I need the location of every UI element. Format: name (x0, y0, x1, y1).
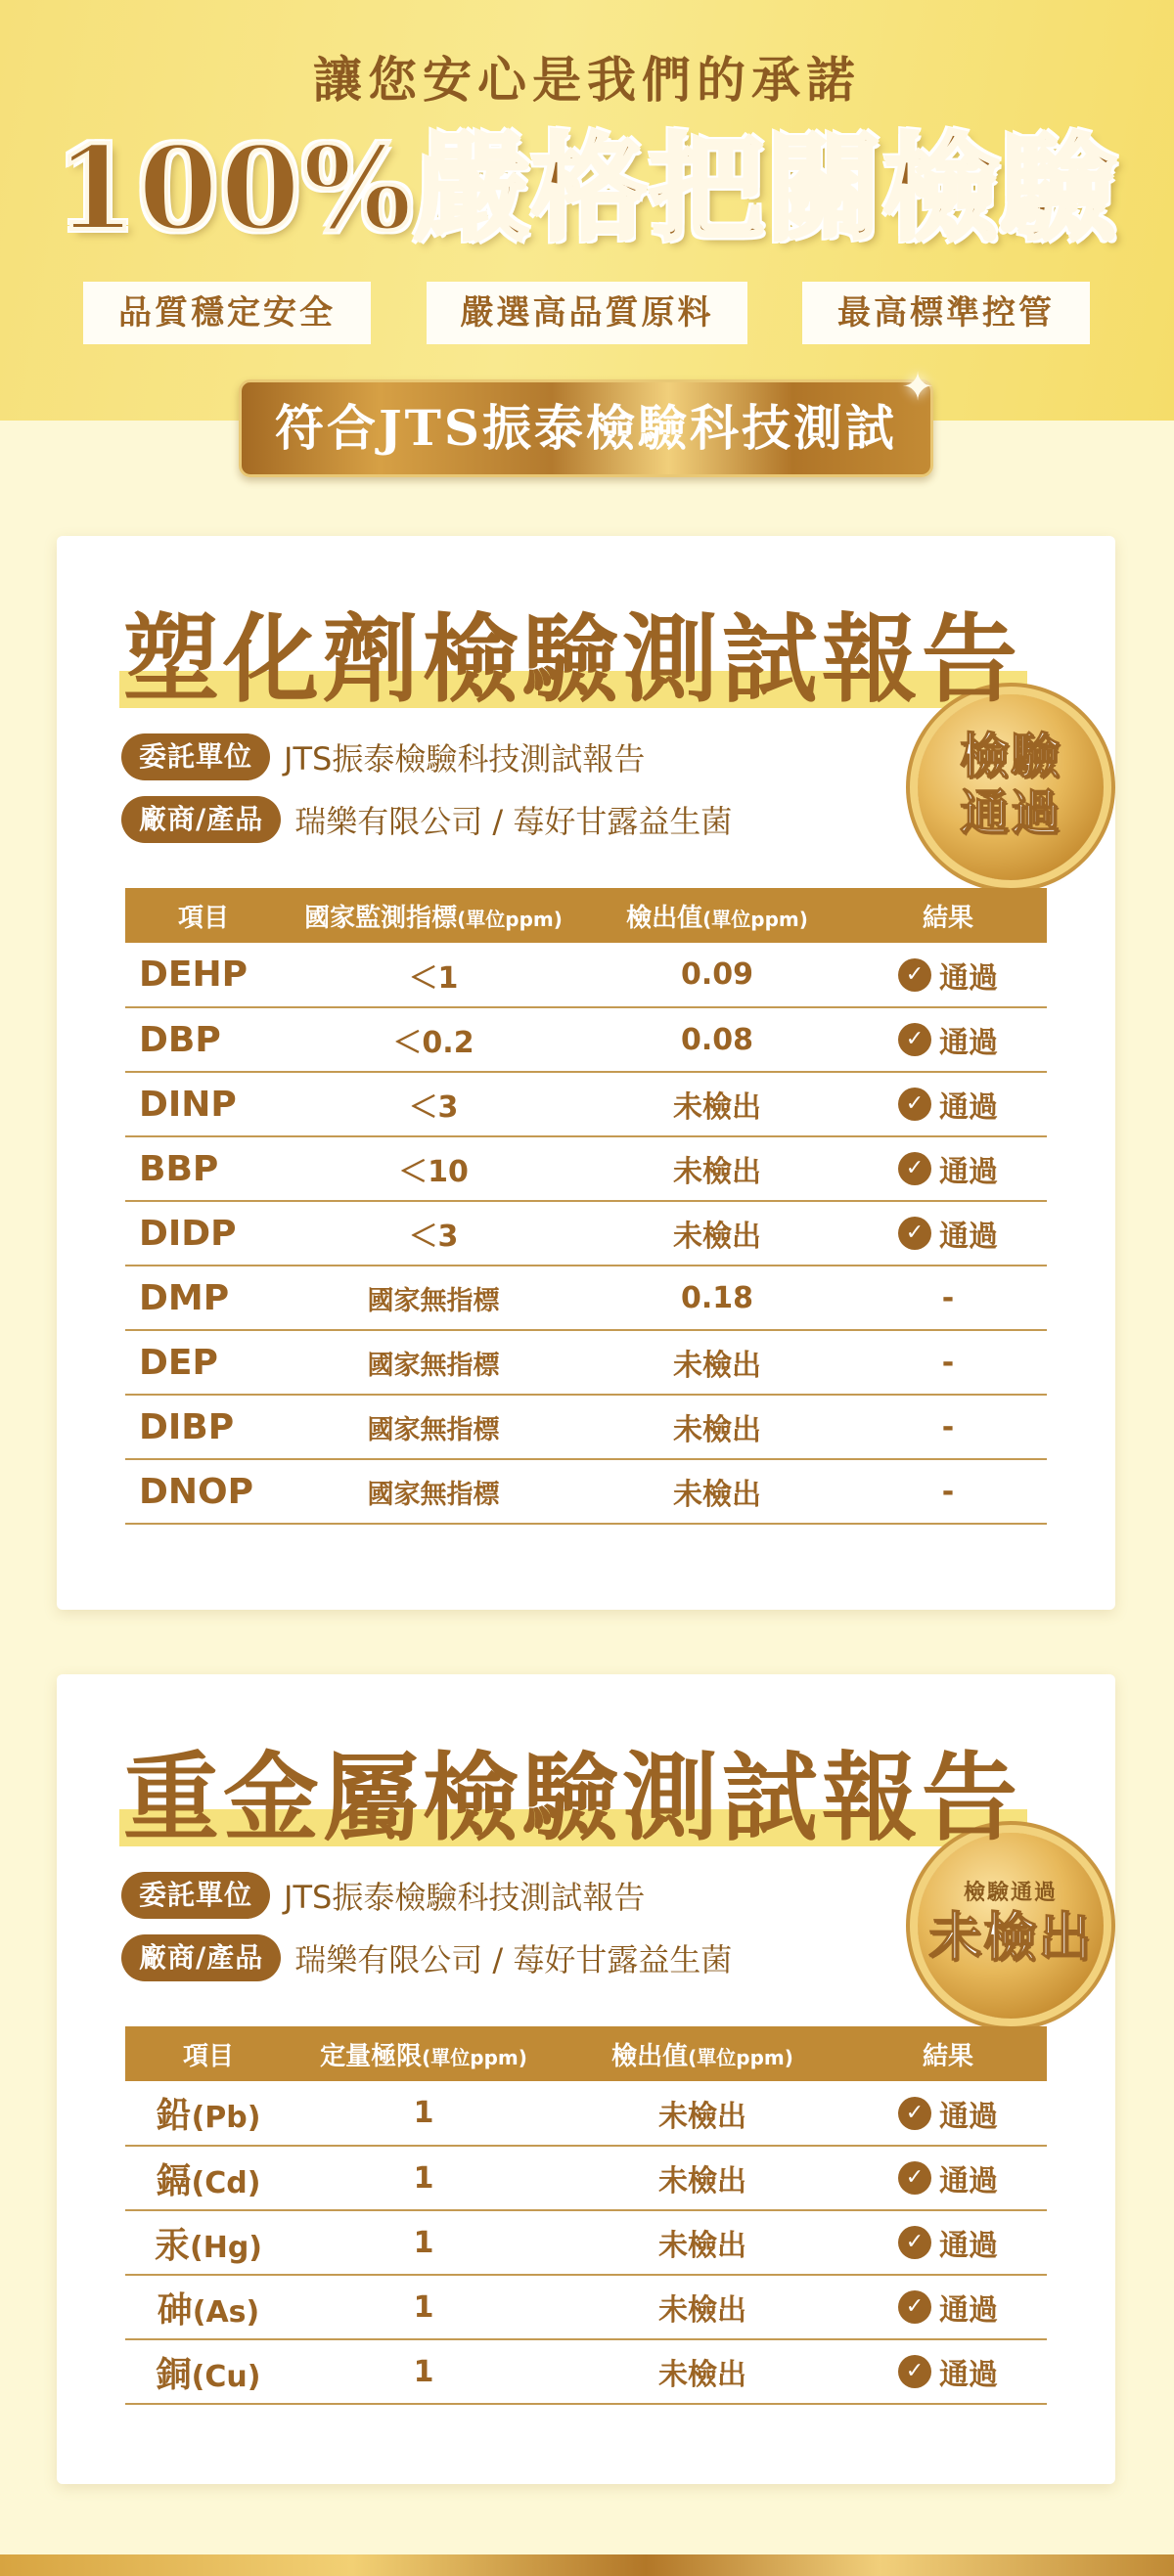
vendor-tag: 廠商/產品 (121, 796, 281, 843)
header-item: 項目 (125, 2026, 292, 2081)
result-cell (849, 2275, 1047, 2339)
result-label: 通過 (939, 1220, 998, 1254)
plasticizer-table (125, 888, 1047, 1525)
table-row (125, 1459, 1047, 1524)
value-cell: 0.18 (585, 1266, 849, 1330)
standard-cell: ＜3 (282, 1072, 585, 1136)
vendor-name: 瑞樂有限公司 / 莓好甘露益生菌 (294, 1941, 733, 1978)
result-cell: - (849, 1395, 1047, 1459)
header-result: 結果 (849, 2026, 1047, 2081)
pass-result (898, 2156, 998, 2199)
value-cell: 未檢出 (585, 1395, 849, 1459)
pass-result (898, 2350, 998, 2393)
feature-pill-standards: 最高標準控管 (802, 282, 1090, 344)
limit-cell: 1 (292, 2339, 556, 2404)
checkmark-icon: ✓ (898, 2290, 931, 2324)
result-cell (849, 2081, 1047, 2146)
client-name: JTS振泰檢驗科技測試報告 (284, 740, 646, 777)
standard-cell: 國家無指標 (282, 1395, 585, 1459)
value-cell: 未檢出 (585, 1330, 849, 1395)
item-cell: 銅(Cu) (125, 2339, 292, 2404)
checkmark-icon: ✓ (898, 2226, 931, 2259)
item-cell: DNOP (125, 1459, 282, 1524)
feature-pill-quality: 品質穩定安全 (83, 282, 371, 344)
client-tag: 委託單位 (121, 733, 270, 780)
value-cell: 0.08 (585, 1007, 849, 1072)
table-row (125, 1007, 1047, 1072)
item-cell: DBP (125, 1007, 282, 1072)
pass-result (898, 1147, 998, 1190)
value-cell: 未檢出 (556, 2275, 849, 2339)
checkmark-icon: ✓ (898, 2355, 931, 2388)
pass-result (898, 2221, 998, 2264)
not-detected-seal-icon (918, 1833, 1104, 2019)
seal-line-2: 通過 (960, 783, 1061, 841)
pass-result (898, 1212, 998, 1255)
checkmark-icon: ✓ (898, 958, 931, 992)
standard-cell: ＜1 (282, 943, 585, 1007)
checkmark-icon: ✓ (898, 2097, 931, 2130)
plasticizer-report-card (57, 536, 1115, 1610)
table-header-row (125, 2026, 1047, 2081)
header-item: 項目 (125, 888, 282, 943)
pass-result (898, 2092, 998, 2135)
result-cell: - (849, 1459, 1047, 1524)
hero-subtitle: 讓您安心是我們的承諾 (313, 51, 861, 109)
item-cell: DEHP (125, 943, 282, 1007)
item-cell: 砷(As) (125, 2275, 292, 2339)
seal-big-text: 未檢出 (928, 1905, 1093, 1968)
result-label: 通過 (939, 1090, 998, 1125)
hero-title: 100%嚴格把關檢驗 (55, 120, 1119, 256)
result-label: 通過 (939, 1155, 998, 1189)
checkmark-icon: ✓ (898, 2161, 931, 2195)
limit-cell: 1 (292, 2275, 556, 2339)
feature-pill-ingredients: 嚴選高品質原料 (427, 282, 747, 344)
result-cell (849, 1007, 1047, 1072)
heavy-metal-table (125, 2026, 1047, 2405)
vendor-tag: 廠商/產品 (121, 1934, 281, 1981)
feature-pills (0, 282, 1174, 344)
standard-cell: 國家無指標 (282, 1330, 585, 1395)
pass-result (898, 1018, 998, 1061)
checkmark-icon: ✓ (898, 1088, 931, 1121)
item-cell: DIDP (125, 1201, 282, 1266)
value-cell: 未檢出 (556, 2146, 849, 2210)
seal-small-text: 檢驗通過 (963, 1880, 1058, 1905)
table-row (125, 1136, 1047, 1201)
result-cell: - (849, 1266, 1047, 1330)
result-cell (849, 1201, 1047, 1266)
table-row (125, 2146, 1047, 2210)
heavy-metal-report-card (57, 1674, 1115, 2484)
value-cell: 未檢出 (585, 1136, 849, 1201)
pass-result (898, 1083, 998, 1126)
header-result: 結果 (849, 888, 1047, 943)
result-label: 通過 (939, 960, 998, 996)
item-cell: DIBP (125, 1395, 282, 1459)
client-row (121, 733, 645, 780)
value-cell: 未檢出 (585, 1201, 849, 1266)
result-cell (849, 2146, 1047, 2210)
item-cell: DMP (125, 1266, 282, 1330)
result-label: 通過 (939, 2358, 998, 2392)
passed-seal-icon (918, 694, 1104, 880)
header-limit: 定量極限(單位ppm) (292, 2026, 556, 2081)
result-label: 通過 (939, 1026, 998, 1060)
pass-result (898, 2286, 998, 2329)
table-row (125, 1395, 1047, 1459)
vendor-name: 瑞樂有限公司 / 莓好甘露益生菌 (294, 803, 733, 840)
item-cell: 鉛(Pb) (125, 2081, 292, 2146)
result-cell (849, 2339, 1047, 2404)
standard-cell: ＜10 (282, 1136, 585, 1201)
value-cell: 未檢出 (585, 1072, 849, 1136)
result-cell (849, 1136, 1047, 1201)
value-cell: 未檢出 (556, 2081, 849, 2146)
result-cell (849, 2210, 1047, 2275)
item-cell: DEP (125, 1330, 282, 1395)
table-row (125, 1266, 1047, 1330)
client-row (121, 1872, 645, 1919)
value-cell: 未檢出 (556, 2210, 849, 2275)
hero-section (0, 0, 1174, 421)
result-cell (849, 943, 1047, 1007)
bottom-gold-bar (0, 2554, 1174, 2576)
vendor-row (121, 796, 732, 843)
certification-banner: 符合JTS振泰檢驗科技測試 (239, 379, 933, 477)
sparkle-icon: ✦ (901, 365, 934, 410)
item-cell: BBP (125, 1136, 282, 1201)
result-cell: - (849, 1330, 1047, 1395)
standard-cell: 國家無指標 (282, 1459, 585, 1524)
value-cell: 0.09 (585, 943, 849, 1007)
header-value: 檢出值(單位ppm) (556, 2026, 849, 2081)
result-cell (849, 1072, 1047, 1136)
value-cell: 未檢出 (585, 1459, 849, 1524)
table-row (125, 2275, 1047, 2339)
table-row (125, 1201, 1047, 1266)
value-cell: 未檢出 (556, 2339, 849, 2404)
limit-cell: 1 (292, 2210, 556, 2275)
limit-cell: 1 (292, 2081, 556, 2146)
seal-line-1: 檢驗 (960, 727, 1061, 784)
header-value: 檢出值(單位ppm) (585, 888, 849, 943)
item-cell: 鎘(Cd) (125, 2146, 292, 2210)
table-header-row (125, 888, 1047, 943)
table-row (125, 1072, 1047, 1136)
checkmark-icon: ✓ (898, 1152, 931, 1185)
item-cell: 汞(Hg) (125, 2210, 292, 2275)
result-label: 通過 (939, 2099, 998, 2134)
checkmark-icon: ✓ (898, 1023, 931, 1056)
header-standard: 國家監測指標(單位ppm) (282, 888, 585, 943)
limit-cell: 1 (292, 2146, 556, 2210)
result-label: 通過 (939, 2293, 998, 2328)
checkmark-icon: ✓ (898, 1217, 931, 1250)
table-row (125, 2210, 1047, 2275)
item-cell: DINP (125, 1072, 282, 1136)
vendor-row (121, 1934, 732, 1981)
table-row (125, 2081, 1047, 2146)
heavy-metal-report-title: 重金屬檢驗測試報告 (123, 1745, 1021, 1852)
standard-cell: 國家無指標 (282, 1266, 585, 1330)
client-name: JTS振泰檢驗科技測試報告 (284, 1879, 646, 1916)
table-row (125, 1330, 1047, 1395)
result-label: 通過 (939, 2229, 998, 2263)
plasticizer-report-title: 塑化劑檢驗測試報告 (123, 606, 1021, 714)
client-tag: 委託單位 (121, 1872, 270, 1919)
standard-cell: ＜3 (282, 1201, 585, 1266)
result-label: 通過 (939, 2164, 998, 2198)
standard-cell: ＜0.2 (282, 1007, 585, 1072)
pass-result (898, 954, 998, 997)
table-row (125, 2339, 1047, 2404)
table-row (125, 943, 1047, 1007)
